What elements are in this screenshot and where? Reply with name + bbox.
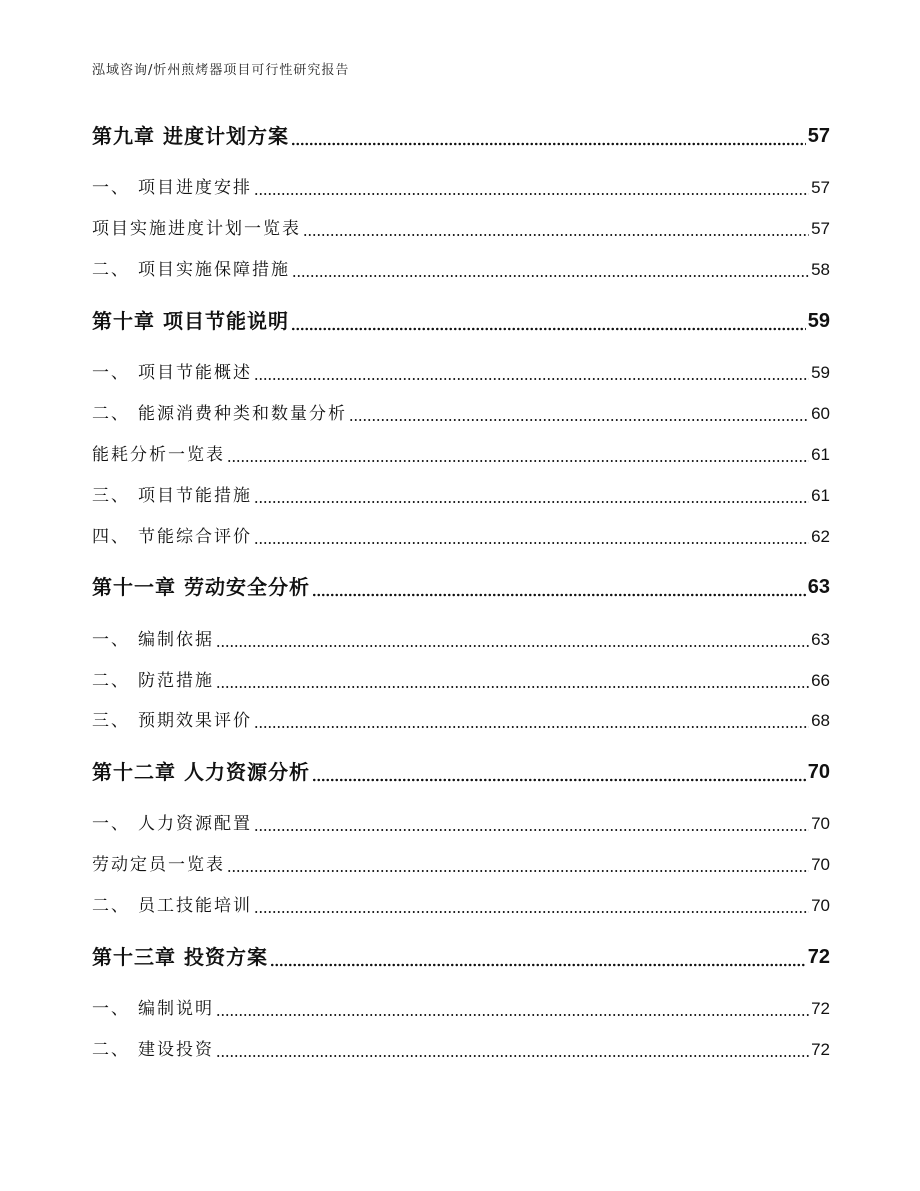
toc-chapter-entry[interactable] — [92, 758, 830, 786]
toc-entry-title: 第十三章 投资方案 — [92, 945, 268, 969]
toc-section-number: 二、 — [92, 671, 130, 691]
toc-chapter-entry[interactable] — [92, 573, 830, 601]
toc-table-entry[interactable] — [92, 443, 830, 467]
toc-entry-title: 第十章 项目节能说明 — [92, 309, 289, 333]
dot-leader — [349, 418, 809, 422]
toc-section-entry[interactable] — [92, 258, 830, 282]
dot-leader — [227, 869, 809, 873]
toc-section-number: 三、 — [92, 711, 130, 731]
toc-page-number: 70 — [811, 896, 830, 915]
toc-page-number: 58 — [811, 260, 830, 279]
toc-chapter-entry[interactable] — [92, 943, 830, 971]
toc-page-number: 62 — [811, 527, 830, 546]
toc-entry-title — [92, 997, 214, 1021]
toc-page-number: 72 — [807, 946, 830, 968]
toc-section-number: 一、 — [92, 363, 130, 383]
toc-page-number: 57 — [807, 125, 830, 147]
toc-table-entry[interactable] — [92, 853, 830, 877]
dot-leader — [254, 500, 809, 504]
toc-table-entry[interactable] — [92, 217, 830, 241]
toc-section-entry[interactable] — [92, 402, 830, 426]
toc-chapter-entry[interactable] — [92, 122, 830, 150]
toc-section-label: 防范措施 — [138, 671, 214, 691]
toc-section-number: 一、 — [92, 814, 130, 834]
toc-section-label: 能源消费种类和数量分析 — [138, 404, 347, 424]
dot-leader — [216, 644, 809, 648]
toc-section-label: 建设投资 — [138, 1040, 214, 1060]
toc-section-label: 员工技能培训 — [138, 896, 252, 916]
toc-entry-title — [92, 258, 290, 282]
dot-leader — [254, 377, 809, 381]
dot-leader — [216, 1054, 809, 1058]
toc-page-number: 72 — [811, 999, 830, 1018]
toc-entry-title — [92, 525, 252, 549]
dot-leader — [292, 274, 809, 278]
toc-entry-title: 第九章 进度计划方案 — [92, 124, 289, 148]
toc-section-entry[interactable] — [92, 1038, 830, 1062]
toc-section-entry[interactable] — [92, 894, 830, 918]
page-header: 泓域咨询/忻州煎烤器项目可行性研究报告 — [92, 63, 350, 78]
toc-page-number: 60 — [811, 404, 830, 423]
dot-leader — [254, 828, 809, 832]
toc-section-label: 预期效果评价 — [138, 711, 252, 731]
dot-leader — [227, 459, 809, 463]
toc-entry-title: 第十一章 劳动安全分析 — [92, 575, 310, 599]
dot-leader — [312, 593, 806, 597]
toc-entry-title: 第十二章 人力资源分析 — [92, 760, 310, 784]
dot-leader — [254, 725, 809, 729]
dot-leader — [216, 685, 809, 689]
toc-section-label: 项目进度安排 — [138, 178, 252, 198]
toc-section-entry[interactable] — [92, 361, 830, 385]
toc-entry-title: 能耗分析一览表 — [92, 445, 225, 465]
toc-section-number: 二、 — [92, 404, 130, 424]
toc-section-label: 人力资源配置 — [138, 814, 252, 834]
toc-section-entry[interactable] — [92, 525, 830, 549]
toc-section-number: 三、 — [92, 486, 130, 506]
toc-section-number: 一、 — [92, 999, 130, 1019]
header-divider — [92, 83, 828, 84]
toc-section-number: 一、 — [92, 178, 130, 198]
toc-section-label: 项目节能措施 — [138, 486, 252, 506]
toc-page-number: 61 — [811, 486, 830, 505]
toc-section-entry[interactable] — [92, 997, 830, 1021]
toc-entry-title — [92, 484, 252, 508]
dot-leader — [303, 233, 809, 237]
toc-chapter-entry[interactable] — [92, 307, 830, 335]
toc-entry-title: 项目实施进度计划一览表 — [92, 219, 301, 239]
toc-section-label: 节能综合评价 — [138, 527, 252, 547]
toc-section-number: 一、 — [92, 630, 130, 650]
toc-entry-title — [92, 709, 252, 733]
toc-section-label: 编制说明 — [138, 999, 214, 1019]
toc-entry-title — [92, 669, 214, 693]
toc-entry-title — [92, 176, 252, 200]
toc-section-number: 二、 — [92, 896, 130, 916]
toc-section-number: 二、 — [92, 260, 130, 280]
toc-section-label: 项目节能概述 — [138, 363, 252, 383]
toc-section-entry[interactable] — [92, 812, 830, 836]
toc-section-number: 四、 — [92, 527, 130, 547]
toc-section-label: 编制依据 — [138, 630, 214, 650]
toc-page-number: 66 — [811, 671, 830, 690]
toc-page-number: 72 — [811, 1040, 830, 1059]
dot-leader — [254, 541, 809, 545]
dot-leader — [254, 910, 809, 914]
toc-entry-title — [92, 1038, 214, 1062]
toc-page-number: 59 — [811, 363, 830, 382]
toc-entry-title — [92, 894, 252, 918]
toc-section-label: 项目实施保障措施 — [138, 260, 290, 280]
toc-section-entry[interactable] — [92, 669, 830, 693]
toc-page-number: 57 — [811, 219, 830, 238]
dot-leader — [291, 327, 806, 331]
dot-leader — [216, 1013, 809, 1017]
toc-page-number: 59 — [807, 310, 830, 332]
toc-page-number: 68 — [811, 711, 830, 730]
dot-leader — [312, 778, 806, 782]
toc-page-number: 63 — [811, 630, 830, 649]
dot-leader — [270, 963, 806, 967]
toc-page-number: 63 — [807, 576, 830, 598]
toc-entry-title — [92, 402, 347, 426]
toc-section-number: 二、 — [92, 1040, 130, 1060]
toc-entry-title — [92, 361, 252, 385]
toc-entry-title — [92, 812, 252, 836]
dot-leader — [291, 142, 806, 146]
toc-section-entry[interactable] — [92, 628, 830, 652]
toc-page-number: 70 — [807, 761, 830, 783]
toc-page-number: 70 — [811, 814, 830, 833]
toc-page-number: 61 — [811, 445, 830, 464]
toc-page-number: 57 — [811, 178, 830, 197]
toc-section-entry[interactable] — [92, 709, 830, 733]
toc-section-entry[interactable] — [92, 484, 830, 508]
toc-entry-title — [92, 628, 214, 652]
dot-leader — [254, 192, 809, 196]
toc-section-entry[interactable] — [92, 176, 830, 200]
toc-entry-title: 劳动定员一览表 — [92, 855, 225, 875]
toc-page-number: 70 — [811, 855, 830, 874]
